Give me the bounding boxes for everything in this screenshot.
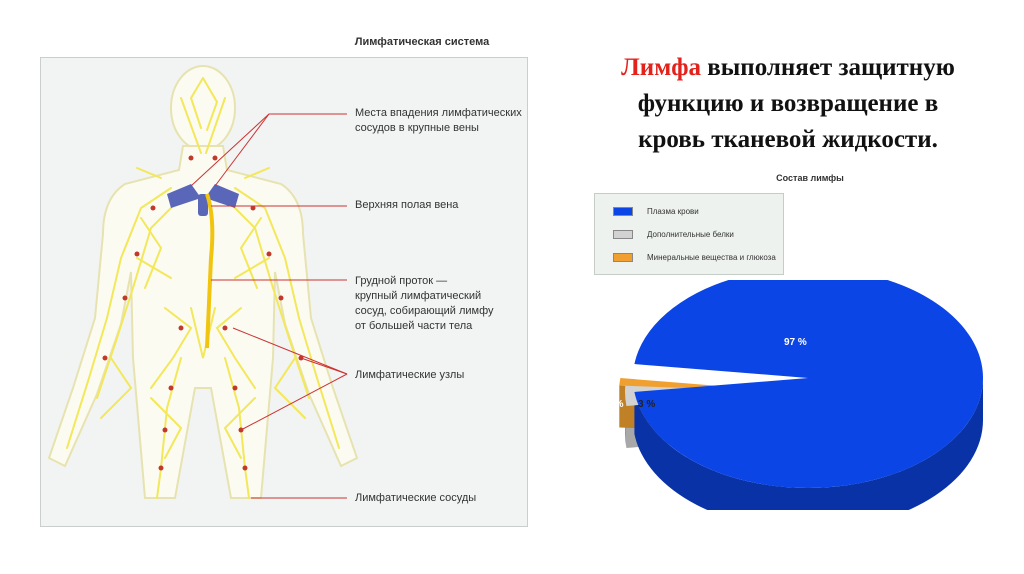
legend-swatch-proteins bbox=[613, 230, 633, 239]
legend-label: Минеральные вещества и глюкоза bbox=[647, 252, 776, 262]
legend-swatch-plasma bbox=[613, 207, 633, 216]
heading-line-2: функцию и возвращение в bbox=[637, 90, 939, 117]
diagram-title: Лимфатическая система bbox=[354, 36, 490, 48]
legend-swatch-minerals bbox=[613, 253, 633, 262]
chart-title: Состав лимфы bbox=[776, 173, 844, 183]
legend-label: Дополнительные белки bbox=[647, 229, 734, 239]
slide-heading bbox=[560, 50, 1016, 158]
heading-line-3: кровь тканевой жидкости. bbox=[638, 126, 938, 153]
label-line: от большей части тела bbox=[355, 320, 473, 332]
label-line: сосуд, собирающий лимфу bbox=[355, 305, 494, 317]
label-lymph-vessels: Лимфатические сосуды bbox=[355, 492, 477, 504]
legend-item bbox=[613, 205, 699, 217]
data-label-minerals: 1,1 % bbox=[598, 399, 624, 410]
legend-item bbox=[613, 228, 734, 240]
heading-line-1 bbox=[560, 50, 1016, 86]
label-lymph-nodes: Лимфатические узлы bbox=[355, 369, 465, 381]
label-line: сосудов в крупные вены bbox=[355, 122, 479, 134]
lymphatic-system-diagram bbox=[40, 57, 528, 527]
data-label-plasma: 97 % bbox=[784, 337, 807, 348]
label-superior-vena-cava: Верхняя полая вена bbox=[355, 199, 459, 211]
legend-label: Плазма крови bbox=[647, 206, 699, 216]
heading-accent-word: Лимфа bbox=[621, 54, 702, 81]
chart-legend bbox=[594, 193, 784, 275]
legend-item bbox=[613, 251, 776, 263]
pie-chart bbox=[590, 280, 1000, 510]
label-line: крупный лимфатический bbox=[355, 290, 482, 302]
body-silhouette bbox=[49, 66, 357, 498]
label-thoracic-duct bbox=[355, 274, 494, 334]
label-line: Места впадения лимфатических bbox=[355, 107, 522, 119]
data-label-proteins: 3 % bbox=[638, 399, 656, 410]
label-vein-entry-points bbox=[355, 106, 522, 136]
heading-line-1-rest: выполняет защитную bbox=[701, 54, 955, 81]
label-line: Грудной проток — bbox=[355, 275, 448, 287]
